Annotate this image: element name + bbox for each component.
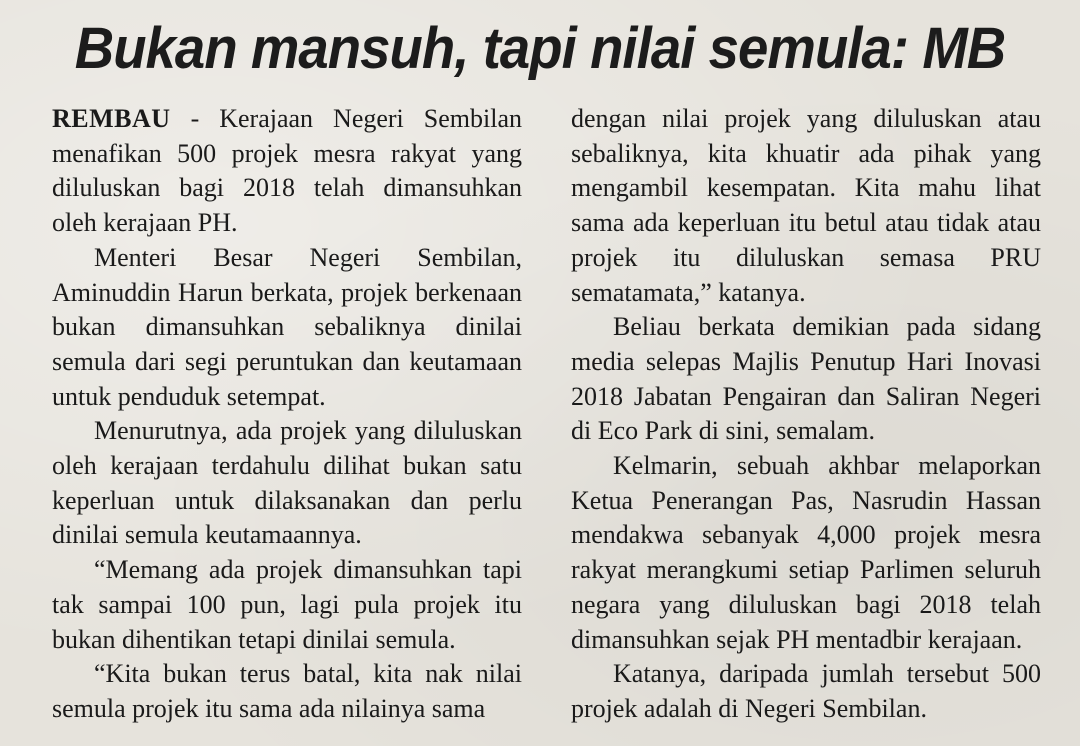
article-column-left (52, 102, 522, 727)
article-paragraph: “Memang ada projek dimansuhkan tapi tak sampai 100 pun, lagi pula projek itu bukan dihentikan tetapi dinilai semula. (52, 555, 522, 654)
dateline: REMBAU (52, 104, 171, 133)
article-paragraph: Menurutnya, ada projek yang diluluskan oleh kerajaan terdahulu dilihat bukan satu keperluan untuk dilaksanakan dan perlu dinilai semula keutamaannya. (52, 416, 522, 550)
article-paragraph (52, 102, 522, 241)
paragraph-text: - Kerajaan Negeri Sembilan menafikan 500 projek mesra rakyat yang diluluskan bagi 2018 telah dimansuhkan oleh kerajaan PH. (52, 104, 522, 238)
article-paragraph: “Kita bukan terus batal, kita nak nilai semula projek itu sama ada nilainya sama (52, 659, 522, 723)
article-column-right (571, 102, 1041, 727)
article-paragraph: Katanya, daripada jumlah tersebut 500 projek adalah di Negeri Sembilan. (571, 659, 1041, 723)
headline: Bukan mansuh, tapi nilai semula: MB (74, 16, 1006, 81)
article-paragraph: Beliau berkata demikian pada sidang media selepas Majlis Penutup Hari Inovasi 2018 Jabatan Pengairan dan Saliran Negeri di Eco Park di sini, semalam. (571, 312, 1041, 446)
article-paragraph: Kelmarin, sebuah akhbar melaporkan Ketua Penerangan Pas, Nasrudin Hassan mendakwa sebanyak 4,000 projek mesra rakyat merangkumi setiap Parlimen seluruh negara yang diluluskan bagi 2018 telah dimansuhkan sejak PH mentadbir kerajaan. (571, 451, 1041, 654)
article-paragraph: dengan nilai projek yang diluluskan atau sebaliknya, kita khuatir ada pihak yang mengambil kesempatan. Kita mahu lihat sama ada keperluan itu betul atau tidak atau projek itu diluluskan semasa PRU sematamata,” katanya. (571, 104, 1041, 307)
article-paragraph: Menteri Besar Negeri Sembilan, Aminuddin Harun berkata, projek berkenaan bukan dimansuhkan sebaliknya dinilai semula dari segi peruntukan dan keutamaan untuk penduduk setempat. (52, 242, 522, 411)
